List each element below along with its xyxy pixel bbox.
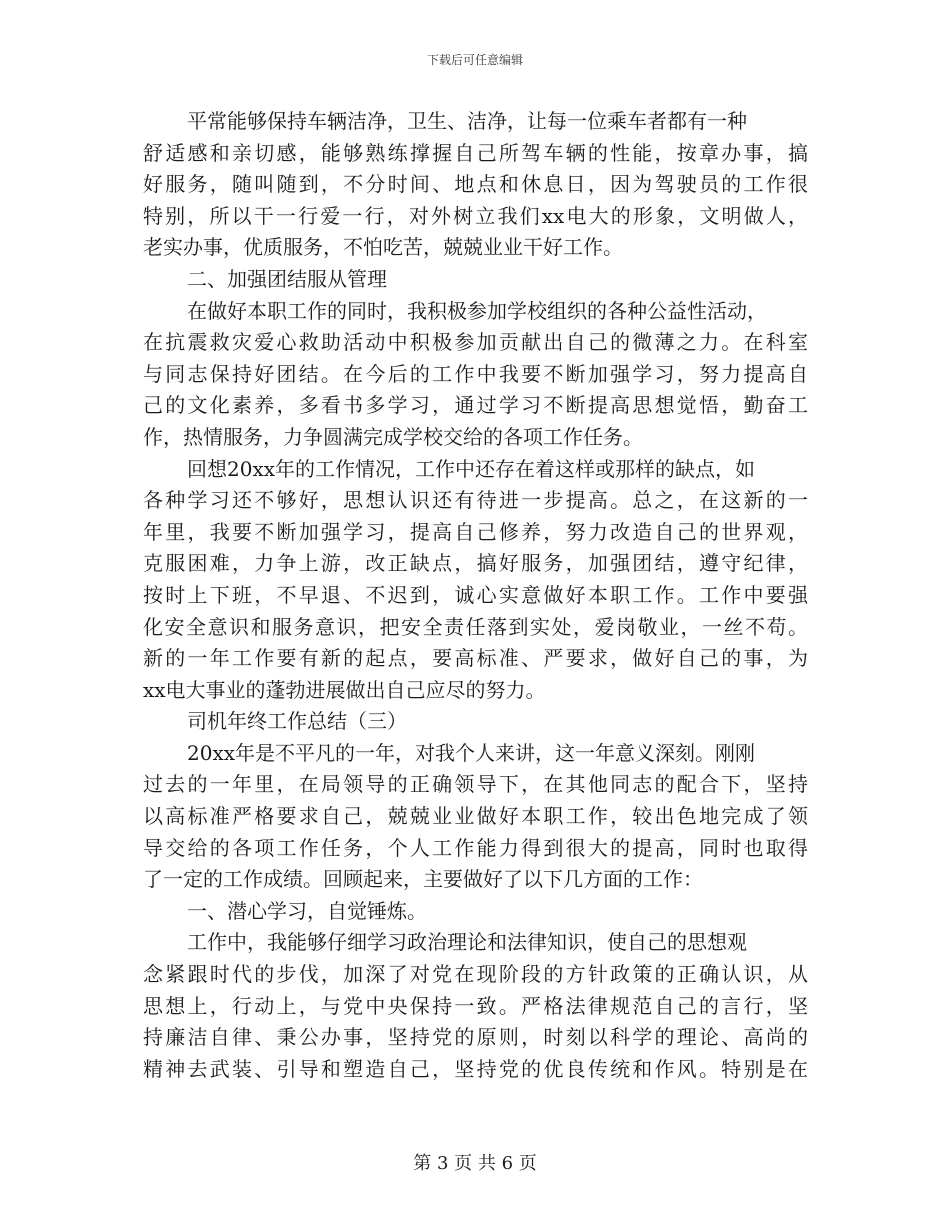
body-line: 了一定的工作成绩。回顾起来，主要做好了以下几方面的工作： [143,867,703,892]
body-line: 导交给的各项工作任务，个人工作能力得到很大的提高，同时也取得 [143,835,808,860]
section-heading: 二、加强团结服从管理 [187,266,387,291]
body-line: 与同志保持好团结。在今后的工作中我要不断加强学习，努力提高自 [143,361,808,386]
body-line: 在抗震救灾爱心救助活动中积极参加贡献出自己的微薄之力。在科室 [143,330,808,355]
document-body [143,106,808,1085]
body-line: 平常能够保持车辆洁净，卫生、洁净，让每一位乘车者都有一种 [187,109,747,133]
body-line: 20xx年是不平凡的一年，对我个人来讲，这一年意义深刻。刚刚 [187,740,756,765]
page-number: 第 3 页 共 6 页 [413,1153,537,1174]
body-line: 特别，所以干一行爱一行，对外树立我们xx电大的形象，文明做人， [143,203,808,228]
body-line: 工作中，我能够仔细学习政治理论和法律知识，使自己的思想观 [187,930,747,955]
body-line: 念紧跟时代的步伐，加深了对党在现阶段的方针政策的正确认识，从 [143,962,808,987]
body-line: 己的文化素养，多看书多学习，通过学习不断提高思想觉悟，勤奋工 [143,393,808,418]
body-line: xx电大事业的蓬勃进展做出自己应尽的努力。 [143,677,546,702]
page-header: 下载后可任意编辑 [426,53,523,67]
body-line: 新的一年工作要有新的起点，要高标准、严要求，做好自己的事，为 [143,646,808,671]
body-line: 过去的一年里，在局领导的正确领导下，在其他同志的配合下，坚持 [143,772,808,797]
body-line: 化安全意识和服务意识，把安全责任落到实处，爱岗敬业，一丝不苟。 [143,614,808,639]
section-heading: 司机年终工作总结（三） [187,709,407,734]
body-line: 好服务，随叫随到，不分时间、地点和休息日，因为驾驶员的工作很 [143,172,808,197]
body-line: 作，热情服务，力争圆满完成学校交给的各项工作任务。 [143,424,643,449]
body-line: 舒适感和亲切感，能够熟练撑握自己所驾车辆的性能，按章办事，搞 [143,140,808,165]
body-line: 年里，我要不断加强学习，提高自己修养，努力改造自己的世界观， [143,519,808,544]
body-line: 按时上下班，不早退、不迟到，诚心实意做好本职工作。工作中要强 [143,582,808,607]
section-heading: 一、潜心学习，自觉锤炼。 [187,898,427,923]
body-line: 精神去武装、引导和塑造自己，坚持党的优良传统和作风。特别是在 [143,1056,808,1081]
body-line: 克服困难，力争上游，改正缺点，搞好服务，加强团结，遵守纪律， [143,551,808,576]
body-line: 老实办事，优质服务，不怕吃苦，兢兢业业干好工作。 [143,235,623,260]
body-line: 持廉洁自律、秉公办事，坚持党的原则，时刻以科学的理论、高尚的 [143,1025,808,1050]
body-line: 以高标准严格要求自己，兢兢业业做好本职工作，较出色地完成了领 [143,804,808,829]
body-line: 回想20xx年的工作情况，工作中还存在着这样或那样的缺点，如 [187,456,756,481]
body-line: 各种学习还不够好，思想认识还有待进一步提高。总之，在这新的一 [143,488,808,513]
body-line: 思想上，行动上，与党中央保持一致。严格法律规范自己的言行，坚 [143,993,808,1018]
body-line: 在做好本职工作的同时，我积极参加学校组织的各种公益性活动， [187,298,767,323]
